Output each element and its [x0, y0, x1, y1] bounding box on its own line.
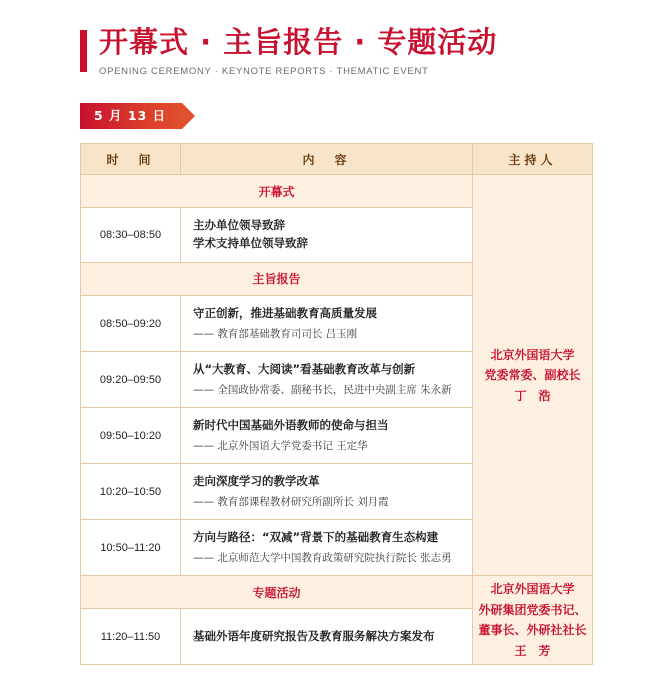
page-subtitle: OPENING CEREMONY · KEYNOTE REPORTS · THEMATIC EVENT: [99, 66, 429, 78]
host-line: 丁 浩: [514, 388, 551, 403]
row-content: [181, 208, 473, 263]
date-ribbon-container: [0, 103, 672, 129]
host-line: 外研集团党委书记、: [478, 602, 587, 617]
content-line: 从“大教育、大阅读”看基础教育改革与创新: [193, 362, 416, 377]
content-line: 方向与路径：“双减”背景下的基础教育生态构建: [193, 530, 439, 545]
content-speaker: —— 北京师范大学中国教育政策研究院执行院长 张志勇: [193, 552, 452, 565]
header-text-block: [99, 26, 497, 77]
page-title: 开幕式 · 主旨报告 · 专题活动: [99, 25, 498, 59]
content-speaker: —— 北京外国语大学党委书记 王定华: [193, 439, 368, 452]
date-badge: 5 月 13 日: [80, 103, 182, 129]
host-line: 北京外国语大学: [490, 347, 575, 362]
section-row: [81, 576, 593, 609]
header-accent-bar: [80, 30, 87, 72]
content-line: 学术支持单位领导致辞: [193, 236, 308, 251]
row-content: [181, 408, 473, 464]
section-row: [81, 175, 593, 208]
table-header-row: [81, 144, 593, 175]
row-time: 11:20–11:50: [81, 609, 181, 665]
host-line: 北京外国语大学: [490, 582, 575, 597]
table-header: [81, 144, 593, 175]
content-line: 走向深度学习的教学改革: [193, 474, 320, 489]
row-time: 09:20–09:50: [81, 352, 181, 408]
column-header-time: 时 间: [81, 144, 181, 175]
content-line: 守正创新，推进基础教育高质量发展: [193, 305, 377, 320]
row-time: 10:50–11:20: [81, 520, 181, 576]
content-line: 新时代中国基础外语教师的使命与担当: [193, 418, 389, 433]
row-content: [181, 464, 473, 520]
schedule-table: [80, 143, 593, 665]
row-time: 08:50–09:20: [81, 295, 181, 351]
column-header-content: 内 容: [181, 144, 473, 175]
row-content: [181, 295, 473, 351]
row-time: 09:50–10:20: [81, 408, 181, 464]
table-body: [81, 175, 593, 665]
row-content: [181, 352, 473, 408]
host-line: 党委常委、副校长: [484, 368, 581, 383]
host-line: 董事长、外研社社长: [478, 623, 587, 638]
section-label-keynote: 主旨报告: [81, 262, 473, 295]
row-content: [181, 520, 473, 576]
content-line: 基础外语年度研究报告及教育服务解决方案发布: [193, 628, 435, 643]
schedule-table-container: [0, 143, 672, 665]
section-label-opening: 开幕式: [81, 175, 473, 208]
page-header: [0, 0, 672, 77]
host-line: 王 芳: [514, 643, 551, 658]
row-time: 08:30–08:50: [81, 208, 181, 263]
host-cell-1: [473, 175, 593, 576]
column-header-host: 主持人: [473, 144, 593, 175]
host-cell-2: [473, 576, 593, 665]
row-time: 10:20–10:50: [81, 464, 181, 520]
row-content: [181, 609, 473, 665]
content-speaker: —— 全国政协常委、副秘书长，民进中央副主席 朱永新: [193, 383, 452, 396]
section-label-thematic: 专题活动: [81, 576, 473, 609]
content-speaker: —— 教育部课程教材研究所副所长 刘月霞: [193, 496, 389, 509]
content-line: 主办单位领导致辞: [193, 218, 285, 233]
content-speaker: —— 教育部基础教育司司长 吕玉刚: [193, 327, 358, 340]
